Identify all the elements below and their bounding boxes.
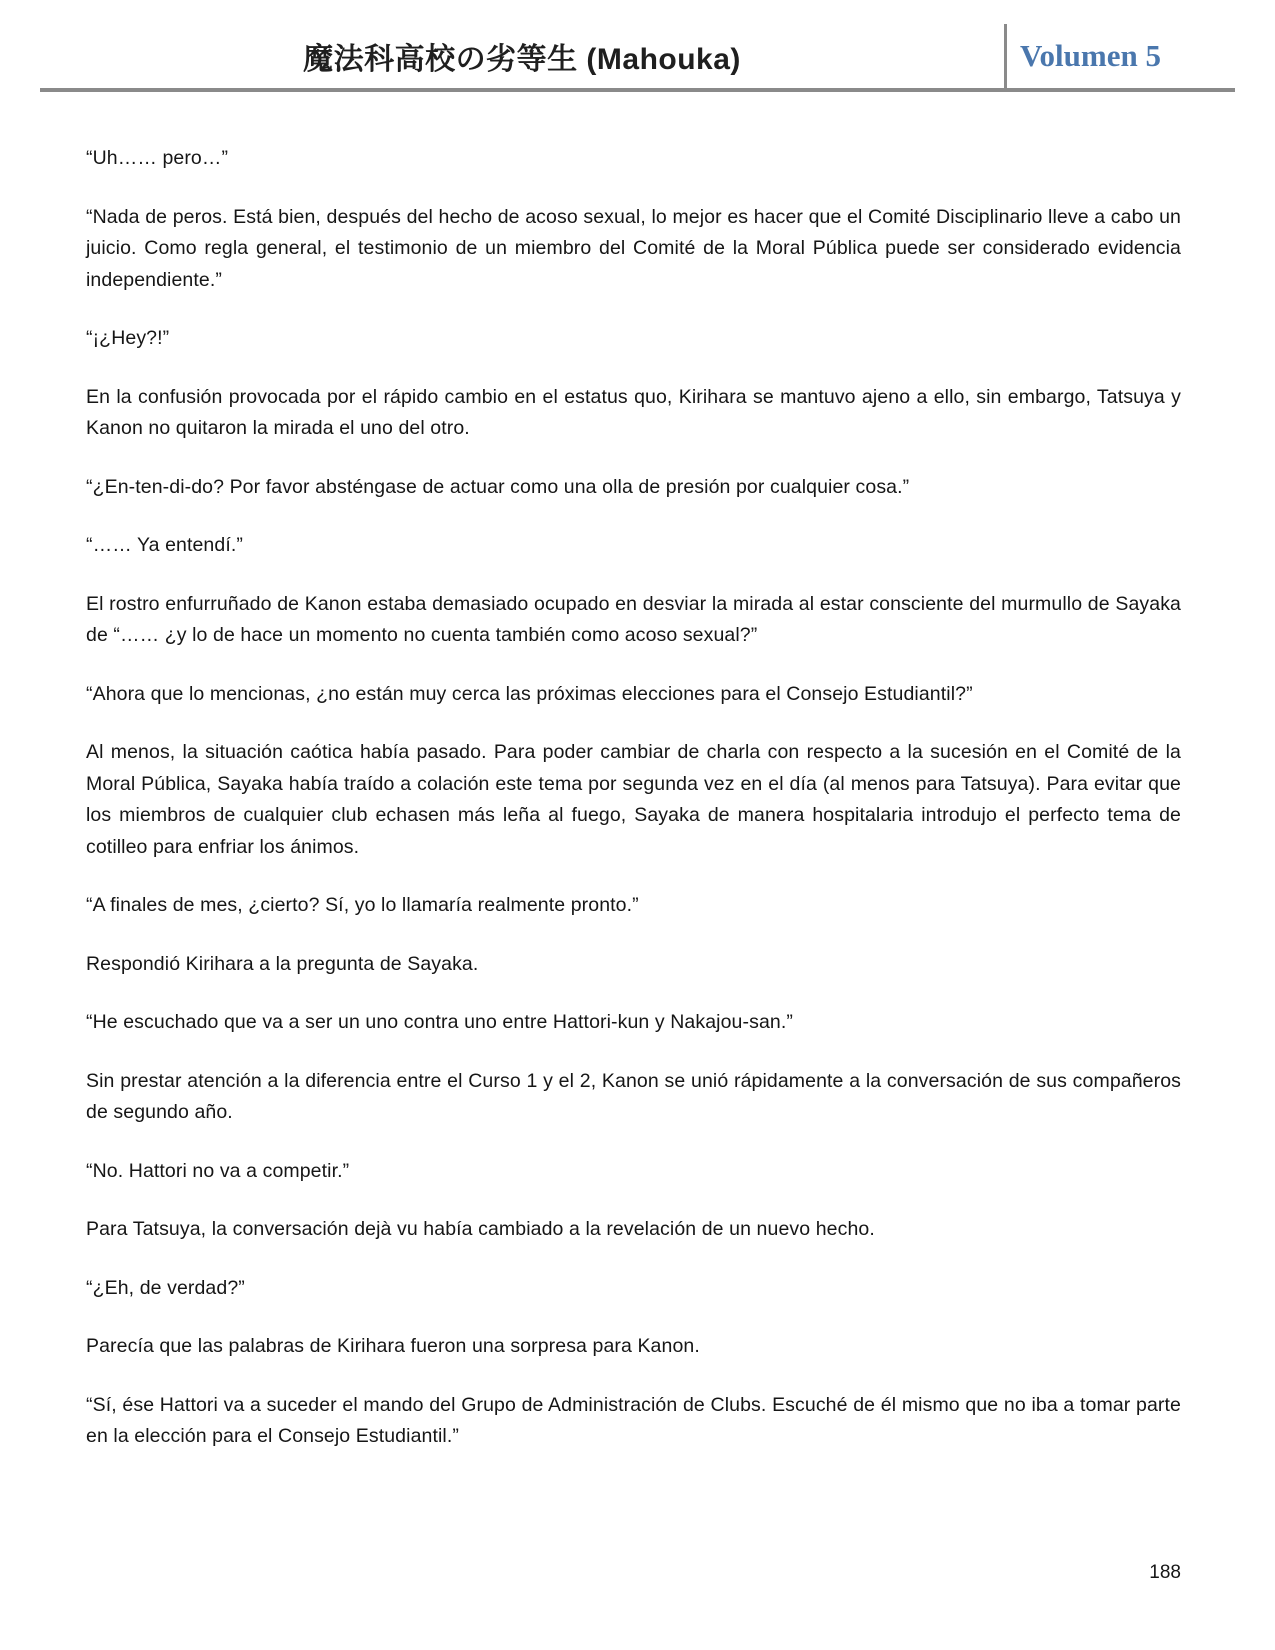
paragraph: Respondió Kirihara a la pregunta de Sayaka. bbox=[86, 952, 479, 975]
paragraph: “…… Ya entendí.” bbox=[86, 534, 243, 556]
paragraph: “Sí, ése Hattori va a suceder el mando del Grupo de Administración de Clubs. Escuché de él mismo que no iba a tomar parte en la elección para el Consejo Estudiantil.” bbox=[86, 1393, 1181, 1447]
paragraph: “¡¿Hey?!” bbox=[86, 327, 170, 349]
paragraph: Sin prestar atención a la diferencia entre el Curso 1 y el 2, Kanon se unió rápidamente a la conversación de sus compañeros de segundo año. bbox=[86, 1069, 1181, 1123]
body-text bbox=[86, 143, 1181, 1480]
paragraph: “A finales de mes, ¿cierto? Sí, yo lo llamaría realmente pronto.” bbox=[86, 894, 639, 916]
paragraph: Al menos, la situación caótica había pasado. Para poder cambiar de charla con respecto a la sucesión en el Comité de la Moral Pública, Sayaka había traído a colación este tema por segunda vez en el día (al menos para Tatsuya). Para evitar que los miembros de cualquier club echasen más leña al fuego, Sayaka de manera hospitalaria introdujo el perfecto tema de cotilleo para enfriar los ánimos. bbox=[86, 741, 1181, 858]
page-header bbox=[40, 24, 1235, 92]
header-volume-cell bbox=[1004, 24, 1235, 88]
paragraph: “Ahora que lo mencionas, ¿no están muy cerca las próximas elecciones para el Consejo Estudiantil?” bbox=[86, 682, 973, 705]
header-title-cell bbox=[40, 24, 1004, 88]
paragraph: El rostro enfurruñado de Kanon estaba demasiado ocupado en desviar la mirada al estar consciente del murmullo de Sayaka de “…… ¿y lo de hace un momento no cuenta también como acoso sexual?” bbox=[86, 592, 1181, 646]
paragraph: “¿Eh, de verdad?” bbox=[86, 1276, 245, 1299]
volume-label: Volumen 5 bbox=[1020, 38, 1161, 73]
paragraph: “Nada de peros. Está bien, después del hecho de acoso sexual, lo mejor es hacer que el Comité Disciplinario lleve a cabo un juicio. Como regla general, el testimonio de un miembro del Comité de la Moral Pública puede ser considerado evidencia independiente.” bbox=[86, 205, 1181, 291]
paragraph: “No. Hattori no va a competir.” bbox=[86, 1159, 350, 1182]
paragraph: “Uh…… pero…” bbox=[86, 147, 229, 169]
page-number: 188 bbox=[1149, 1562, 1181, 1583]
paragraph: En la confusión provocada por el rápido cambio en el estatus quo, Kirihara se mantuvo ajeno a ello, sin embargo, Tatsuya y Kanon no quitaron la mirada el uno del otro. bbox=[86, 385, 1181, 439]
paragraph: “¿En-ten-di-do? Por favor absténgase de actuar como una olla de presión por cualquier cosa.” bbox=[86, 475, 910, 498]
novel-title: 魔法科高校の劣等生 (Mahouka) bbox=[303, 43, 741, 76]
paragraph: “He escuchado que va a ser un uno contra uno entre Hattori-kun y Nakajou-san.” bbox=[86, 1011, 793, 1033]
paragraph: Parecía que las palabras de Kirihara fueron una sorpresa para Kanon. bbox=[86, 1335, 700, 1357]
paragraph: Para Tatsuya, la conversación dejà vu había cambiado a la revelación de un nuevo hecho. bbox=[86, 1218, 875, 1240]
